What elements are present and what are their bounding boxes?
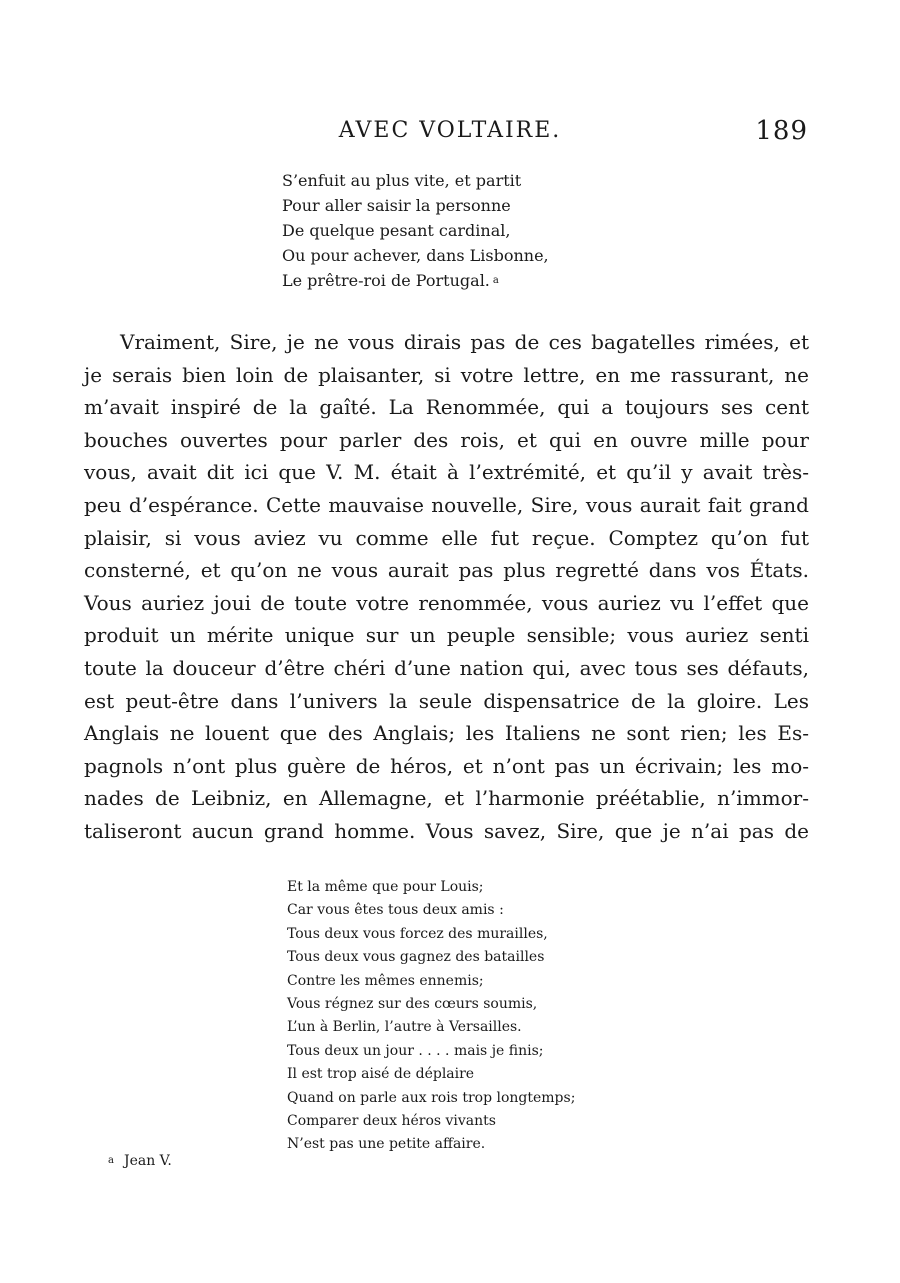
prose-line: toute la douceur d’être chéri d’une nation qui, avec tous ses défauts, (84, 655, 809, 680)
verse-line: Tous deux vous gagnez des batailles (287, 949, 545, 966)
footnote (108, 1153, 172, 1169)
verse-line: S’enfuit au plus vite, et partit (282, 171, 522, 190)
prose-line: taliseront aucun grand homme. Vous savez, Sire, que je n’ai pas de (84, 818, 809, 843)
verse-line: Tous deux vous forcez des murailles, (287, 925, 548, 942)
verse-line: N’est pas une petite affaire. (287, 1136, 486, 1153)
prose-line: vous, avait dit ici que V. M. était à l’extrémité, et qu’il y avait très- (84, 460, 809, 485)
running-title: AVEC VOLTAIRE. (338, 118, 562, 143)
verse-line: Quand on parle aux rois trop longtemps; (287, 1089, 576, 1106)
verse-block-bottom (287, 876, 575, 1157)
verse-line: Et la même que pour Louis; (287, 879, 484, 895)
verse-line: Pour aller saisir la personne (282, 196, 511, 215)
prose-line: m’avait inspiré de la gaîté. La Renommée, qui a toujours ses cent (84, 395, 809, 420)
verse-line: Contre les mêmes ennemis; (287, 972, 484, 989)
prose-line: pagnols n’ont plus guère de héros, et n’ont pas un écrivain; les mo- (84, 753, 809, 778)
prose-line: Vous auriez joui de toute votre renommée, vous auriez vu l’effet que (84, 590, 809, 615)
verse-line: De quelque pesant cardinal, (282, 221, 511, 240)
prose-line: Vraiment, Sire, je ne vous dirais pas de ces bagatelles rimées, et (120, 330, 809, 354)
verse-line-text: Le prêtre-roi de Portugal. (282, 271, 490, 290)
prose-line: Anglais ne louent que des Anglais; les Italiens ne sont rien; les Es- (84, 721, 809, 746)
prose-line: je serais bien loin de plaisanter, si votre lettre, en me rassurant, ne (84, 362, 809, 387)
footnote-letter: a (108, 1155, 114, 1166)
verse-line: Vous régnez sur des cœurs soumis, (287, 996, 538, 1013)
prose-line: produit un mérite unique sur un peuple sensible; vous auriez senti (84, 623, 809, 648)
verse-line: Comparer deux héros vivants (287, 1113, 496, 1130)
prose-line: nades de Leibniz, en Allemagne, et l’harmonie préétablie, n’immor- (84, 786, 809, 811)
prose-line: plaisir, si vous aviez vu comme elle fut reçue. Comptez qu’on fut (84, 525, 809, 550)
prose-line: bouches ouvertes pour parler des rois, et qui en ouvre mille pour (84, 427, 809, 452)
footnote-text: Jean V. (123, 1153, 172, 1169)
prose-line: consterné, et qu’on ne vous aurait pas plus regretté dans vos États. (84, 558, 809, 583)
verse-line: Ou pour achever, dans Lisbonne, (282, 246, 549, 265)
verse-line: Car vous êtes tous deux amis : (287, 902, 504, 919)
verse-line: Il est trop aisé de déplaire (287, 1066, 475, 1083)
prose-line: peu d’espérance. Cette mauvaise nouvelle, Sire, vous aurait fait grand (84, 492, 809, 517)
page-number: 189 (755, 116, 808, 146)
verse-line: L’un à Berlin, l’autre à Versailles. (287, 1019, 522, 1036)
prose-line: est peut-être dans l’univers la seule dispensatrice de la gloire. Les (84, 688, 809, 713)
verse-block-top (282, 168, 549, 293)
verse-line: Tous deux un jour . . . . mais je finis; (287, 1042, 544, 1059)
footnote-marker: a (492, 275, 499, 286)
verse-line-with-note (282, 268, 549, 293)
prose-paragraph (84, 326, 809, 848)
